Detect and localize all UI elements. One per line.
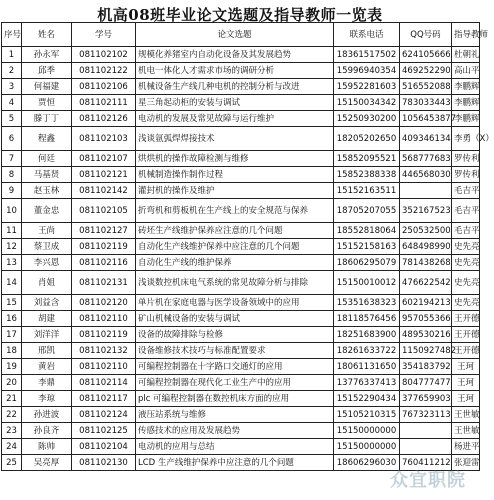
row-topic: 机械设备生产线几种电机的控制分析与改进 bbox=[136, 79, 334, 95]
table-row bbox=[2, 311, 480, 327]
row-topic: 砖坯生产线维护保养应注意的几个问题 bbox=[136, 223, 334, 239]
row-phone: 15152163511 bbox=[334, 183, 400, 199]
row-topic: 电动机的发展及常见故障与运行维护 bbox=[136, 111, 334, 127]
row-id: 081102142 bbox=[72, 183, 136, 199]
row-topic: 单片机在家庭电器与医学设备领域中的应用 bbox=[136, 295, 334, 311]
row-phone: 13776337413 bbox=[334, 375, 400, 391]
row-name: 滕丁丁 bbox=[22, 111, 72, 127]
row-name: 刘洋洋 bbox=[22, 327, 72, 343]
row-qq: 489530216 bbox=[400, 327, 452, 343]
row-qq: 1056453877 bbox=[400, 111, 452, 127]
header-id: 学号 bbox=[72, 23, 136, 47]
row-qq: 1150927482 bbox=[400, 343, 452, 359]
row-topic: 星三角起动柜的安装与调试 bbox=[136, 95, 334, 111]
table-row bbox=[2, 111, 480, 127]
row-id: 081102124 bbox=[72, 407, 136, 423]
row-phone: 15150034342 bbox=[334, 95, 400, 111]
row-qq bbox=[400, 423, 452, 439]
header-no: 序号 bbox=[2, 23, 22, 47]
row-topic: 烘烘机的操作故障检测与维修 bbox=[136, 151, 334, 167]
row-id: 081102127 bbox=[72, 223, 136, 239]
row-name: 程鑫 bbox=[22, 127, 72, 151]
row-name: 孙进波 bbox=[22, 407, 72, 423]
row-phone: 18705207055 bbox=[334, 199, 400, 223]
row-name: 孙永军 bbox=[22, 47, 72, 63]
row-name: 李琼 bbox=[22, 391, 72, 407]
row-id: 081102131 bbox=[72, 271, 136, 295]
row-qq: 767323113 bbox=[400, 407, 452, 423]
row-no: 3 bbox=[2, 79, 22, 95]
row-teacher: 杨进平 bbox=[452, 439, 480, 455]
row-qq bbox=[400, 183, 452, 199]
row-teacher: 高山平 bbox=[452, 63, 480, 79]
row-topic: 浅谈氩弧焊焊接技术 bbox=[136, 127, 334, 151]
row-phone: 15996940354 bbox=[334, 63, 400, 79]
row-name: 李兴恩 bbox=[22, 255, 72, 271]
row-no: 10 bbox=[2, 199, 22, 223]
row-id: 081102121 bbox=[72, 167, 136, 183]
table-row bbox=[2, 199, 480, 223]
row-no: 12 bbox=[2, 239, 22, 255]
row-topic: 自动化生产线维护保养中应注意的几个问题 bbox=[136, 239, 334, 255]
row-id: 081102110 bbox=[72, 359, 136, 375]
row-name: 邱季 bbox=[22, 63, 72, 79]
table-row bbox=[2, 79, 480, 95]
row-id: 081102119 bbox=[72, 327, 136, 343]
row-id: 081102114 bbox=[72, 375, 136, 391]
row-no: 24 bbox=[2, 439, 22, 455]
row-no: 23 bbox=[2, 423, 22, 439]
row-qq: 446568030 bbox=[400, 167, 452, 183]
row-topic: LCD 生产线维护保养中应注意的几个问题 bbox=[136, 455, 334, 471]
table-row bbox=[2, 327, 480, 343]
row-id: 081102102 bbox=[72, 47, 136, 63]
row-id: 081102119 bbox=[72, 239, 136, 255]
row-id: 081102110 bbox=[72, 311, 136, 327]
row-phone: 15150000000 bbox=[334, 439, 400, 455]
row-topic: 可编程控制器在现代化工业生产中的应用 bbox=[136, 375, 334, 391]
row-teacher: 李鹏辉 bbox=[452, 79, 480, 95]
row-teacher: 史先亮 bbox=[452, 255, 480, 271]
row-teacher: 王珂 bbox=[452, 375, 480, 391]
table-row bbox=[2, 127, 480, 151]
row-no: 11 bbox=[2, 223, 22, 239]
row-teacher: 王开德 bbox=[452, 343, 480, 359]
row-name: 赵玉林 bbox=[22, 183, 72, 199]
row-teacher: 王珂 bbox=[452, 391, 480, 407]
row-no: 2 bbox=[2, 63, 22, 79]
row-name: 王尚 bbox=[22, 223, 72, 239]
row-phone: 15852388338 bbox=[334, 167, 400, 183]
row-id: 081102130 bbox=[72, 455, 136, 471]
row-topic: 传感技术的应用及发展趋势 bbox=[136, 423, 334, 439]
row-name: 李鼎 bbox=[22, 375, 72, 391]
row-qq: 352167523 bbox=[400, 199, 452, 223]
table-row bbox=[2, 455, 480, 471]
row-qq: 957055366 bbox=[400, 311, 452, 327]
row-qq: 602194213 bbox=[400, 295, 452, 311]
row-topic: 折弯机和剪板机在生产线上的安全规范与保养 bbox=[136, 199, 334, 223]
row-topic: 设备维修技术技巧与标准配置要求 bbox=[136, 343, 334, 359]
row-teacher: 王开德 bbox=[452, 327, 480, 343]
row-topic: 自动化生产线的维护保养 bbox=[136, 255, 334, 271]
row-phone: 15852095521 bbox=[334, 151, 400, 167]
table-row bbox=[2, 295, 480, 311]
row-name: 蔡卫成 bbox=[22, 239, 72, 255]
row-no: 8 bbox=[2, 167, 22, 183]
row-no: 18 bbox=[2, 343, 22, 359]
row-teacher: 王世敏 bbox=[452, 423, 480, 439]
row-no: 4 bbox=[2, 95, 22, 111]
row-topic: 灌封机的操作及维护 bbox=[136, 183, 334, 199]
row-phone: 15150010012 bbox=[334, 271, 400, 295]
row-phone: 18061131650 bbox=[334, 359, 400, 375]
row-qq: 648498990 bbox=[400, 239, 452, 255]
row-no: 19 bbox=[2, 359, 22, 375]
row-id: 081102116 bbox=[72, 255, 136, 271]
row-name: 吴亮厚 bbox=[22, 455, 72, 471]
row-no: 14 bbox=[2, 271, 22, 295]
header-row bbox=[2, 23, 480, 47]
row-phone: 18251683900 bbox=[334, 327, 400, 343]
table-row bbox=[2, 255, 480, 271]
row-qq: 781438268 bbox=[400, 255, 452, 271]
table-row bbox=[2, 343, 480, 359]
table-row bbox=[2, 183, 480, 199]
row-topic: 机电一体化人才需求市场的调研分析 bbox=[136, 63, 334, 79]
row-id: 081102132 bbox=[72, 343, 136, 359]
row-no: 9 bbox=[2, 183, 22, 199]
row-teacher: 毛吉平 bbox=[452, 223, 480, 239]
row-qq: 377659903 bbox=[400, 391, 452, 407]
row-no: 25 bbox=[2, 455, 22, 471]
row-name: 何福建 bbox=[22, 79, 72, 95]
row-teacher: 史先亮 bbox=[452, 271, 480, 295]
row-qq: 804777477 bbox=[400, 375, 452, 391]
row-id: 081102117 bbox=[72, 391, 136, 407]
row-teacher: 罗传利 bbox=[452, 151, 480, 167]
row-id: 081102107 bbox=[72, 151, 136, 167]
row-phone: 15250930200 bbox=[334, 111, 400, 127]
row-name: 胡建 bbox=[22, 311, 72, 327]
row-phone: 18606295079 bbox=[334, 255, 400, 271]
row-id: 081102120 bbox=[72, 295, 136, 311]
row-phone: 18261633722 bbox=[334, 343, 400, 359]
row-id: 081102125 bbox=[72, 423, 136, 439]
row-qq: 250532500 bbox=[400, 223, 452, 239]
row-name: 刘益含 bbox=[22, 295, 72, 311]
row-id: 081102103 bbox=[72, 127, 136, 151]
watermark-logo: 众宜职院 bbox=[390, 470, 466, 491]
row-name: 贾恒 bbox=[22, 95, 72, 111]
header-phone: 联系电话 bbox=[334, 23, 400, 47]
row-topic: 浅谈数控机床电气系统的常见故障分析与排除 bbox=[136, 271, 334, 295]
row-no: 13 bbox=[2, 255, 22, 271]
table-row bbox=[2, 375, 480, 391]
row-topic: 电动机的应用与总结 bbox=[136, 439, 334, 455]
row-name: 马基贤 bbox=[22, 167, 72, 183]
row-qq: 409346134 bbox=[400, 127, 452, 151]
row-phone: 18606296030 bbox=[334, 455, 400, 471]
row-topic: 规模化养猪室内自动化设备及其发展趋势 bbox=[136, 47, 334, 63]
row-teacher: 毛吉平 bbox=[452, 199, 480, 223]
row-phone: 18118576456 bbox=[334, 311, 400, 327]
table-body bbox=[2, 47, 494, 471]
row-teacher: 杜朝礼 bbox=[452, 47, 480, 63]
row-phone: 15152158163 bbox=[334, 239, 400, 255]
table-row bbox=[2, 407, 480, 423]
header-qq: QQ号码 bbox=[400, 23, 452, 47]
table-row bbox=[2, 391, 480, 407]
row-phone: 15150000000 bbox=[334, 423, 400, 439]
table-row bbox=[2, 47, 480, 63]
row-topic: 液压站系统与维修 bbox=[136, 407, 334, 423]
row-name: 陈帅 bbox=[22, 439, 72, 455]
row-phone: 15105210315 bbox=[334, 407, 400, 423]
row-no: 5 bbox=[2, 111, 22, 127]
row-topic: plc 可编程控制器在数控机床方面的应用 bbox=[136, 391, 334, 407]
row-name: 邢凯 bbox=[22, 343, 72, 359]
row-no: 20 bbox=[2, 375, 22, 391]
row-teacher: 史先亮 bbox=[452, 239, 480, 255]
row-qq: 476622542 bbox=[400, 271, 452, 295]
row-phone: 15152290434 bbox=[334, 391, 400, 407]
row-no: 6 bbox=[2, 127, 22, 151]
table-row bbox=[2, 223, 480, 239]
table-row bbox=[2, 423, 480, 439]
row-topic: 机械制造操作制作过程 bbox=[136, 167, 334, 183]
row-qq: 469252290 bbox=[400, 63, 452, 79]
row-teacher: 王珂 bbox=[452, 359, 480, 375]
table-row bbox=[2, 167, 480, 183]
row-name: 肖姐 bbox=[22, 271, 72, 295]
row-topic: 可编程控制器在十字路口交通灯的应用 bbox=[136, 359, 334, 375]
row-teacher: 李鹏辉 bbox=[452, 95, 480, 111]
row-name: 董金忠 bbox=[22, 199, 72, 223]
table-row bbox=[2, 63, 480, 79]
row-no: 17 bbox=[2, 327, 22, 343]
table-row bbox=[2, 439, 480, 455]
table-row bbox=[2, 239, 480, 255]
row-id: 081102106 bbox=[72, 79, 136, 95]
row-topic: 设备的故障排除与检修 bbox=[136, 327, 334, 343]
row-no: 15 bbox=[2, 295, 22, 311]
row-name: 孙良齐 bbox=[22, 423, 72, 439]
row-qq: 783033443 bbox=[400, 95, 452, 111]
row-teacher: 张迎雷 bbox=[452, 455, 480, 471]
row-id: 081102105 bbox=[72, 199, 136, 223]
row-teacher: 王开德 bbox=[452, 311, 480, 327]
row-phone: 15351638323 bbox=[334, 295, 400, 311]
row-no: 7 bbox=[2, 151, 22, 167]
row-id: 081102111 bbox=[72, 95, 136, 111]
table-row bbox=[2, 95, 480, 111]
row-no: 21 bbox=[2, 391, 22, 407]
header-topic: 论文选题 bbox=[136, 23, 334, 47]
row-qq: 354183792 bbox=[400, 359, 452, 375]
row-qq: 568777683 bbox=[400, 151, 452, 167]
row-qq: 760411212 bbox=[400, 455, 452, 471]
row-phone: 15952281603 bbox=[334, 79, 400, 95]
row-id: 081102104 bbox=[72, 439, 136, 455]
row-no: 16 bbox=[2, 311, 22, 327]
row-id: 081102122 bbox=[72, 63, 136, 79]
row-qq bbox=[400, 439, 452, 455]
table-row bbox=[2, 271, 480, 295]
row-teacher: 李勇（Ⅹ） bbox=[452, 127, 480, 151]
table-row bbox=[2, 359, 480, 375]
student-topic-table bbox=[1, 22, 494, 471]
row-name: 黄岩 bbox=[22, 359, 72, 375]
row-teacher: 毛吉平 bbox=[452, 183, 480, 199]
row-id: 081102126 bbox=[72, 111, 136, 127]
table-row bbox=[2, 151, 480, 167]
row-no: 22 bbox=[2, 407, 22, 423]
row-qq: 624105666 bbox=[400, 47, 452, 63]
row-name: 何廷 bbox=[22, 151, 72, 167]
row-phone: 18552818064 bbox=[334, 223, 400, 239]
row-no: 1 bbox=[2, 47, 22, 63]
row-qq: 516552088 bbox=[400, 79, 452, 95]
row-phone: 18361517502 bbox=[334, 47, 400, 63]
row-teacher: 史先亮 bbox=[452, 295, 480, 311]
row-phone: 18205202650 bbox=[334, 127, 400, 151]
header-name: 姓名 bbox=[22, 23, 72, 47]
page-title: 机高08班毕业论文选题及指导教师一览表 bbox=[97, 6, 383, 24]
row-teacher: 李鹏辉 bbox=[452, 111, 480, 127]
row-topic: 矿山机械设备的安装与调试 bbox=[136, 311, 334, 327]
header-teacher: 指导教师 bbox=[452, 23, 480, 47]
row-teacher: 罗传利 bbox=[452, 167, 480, 183]
row-teacher: 王世敏 bbox=[452, 407, 480, 423]
